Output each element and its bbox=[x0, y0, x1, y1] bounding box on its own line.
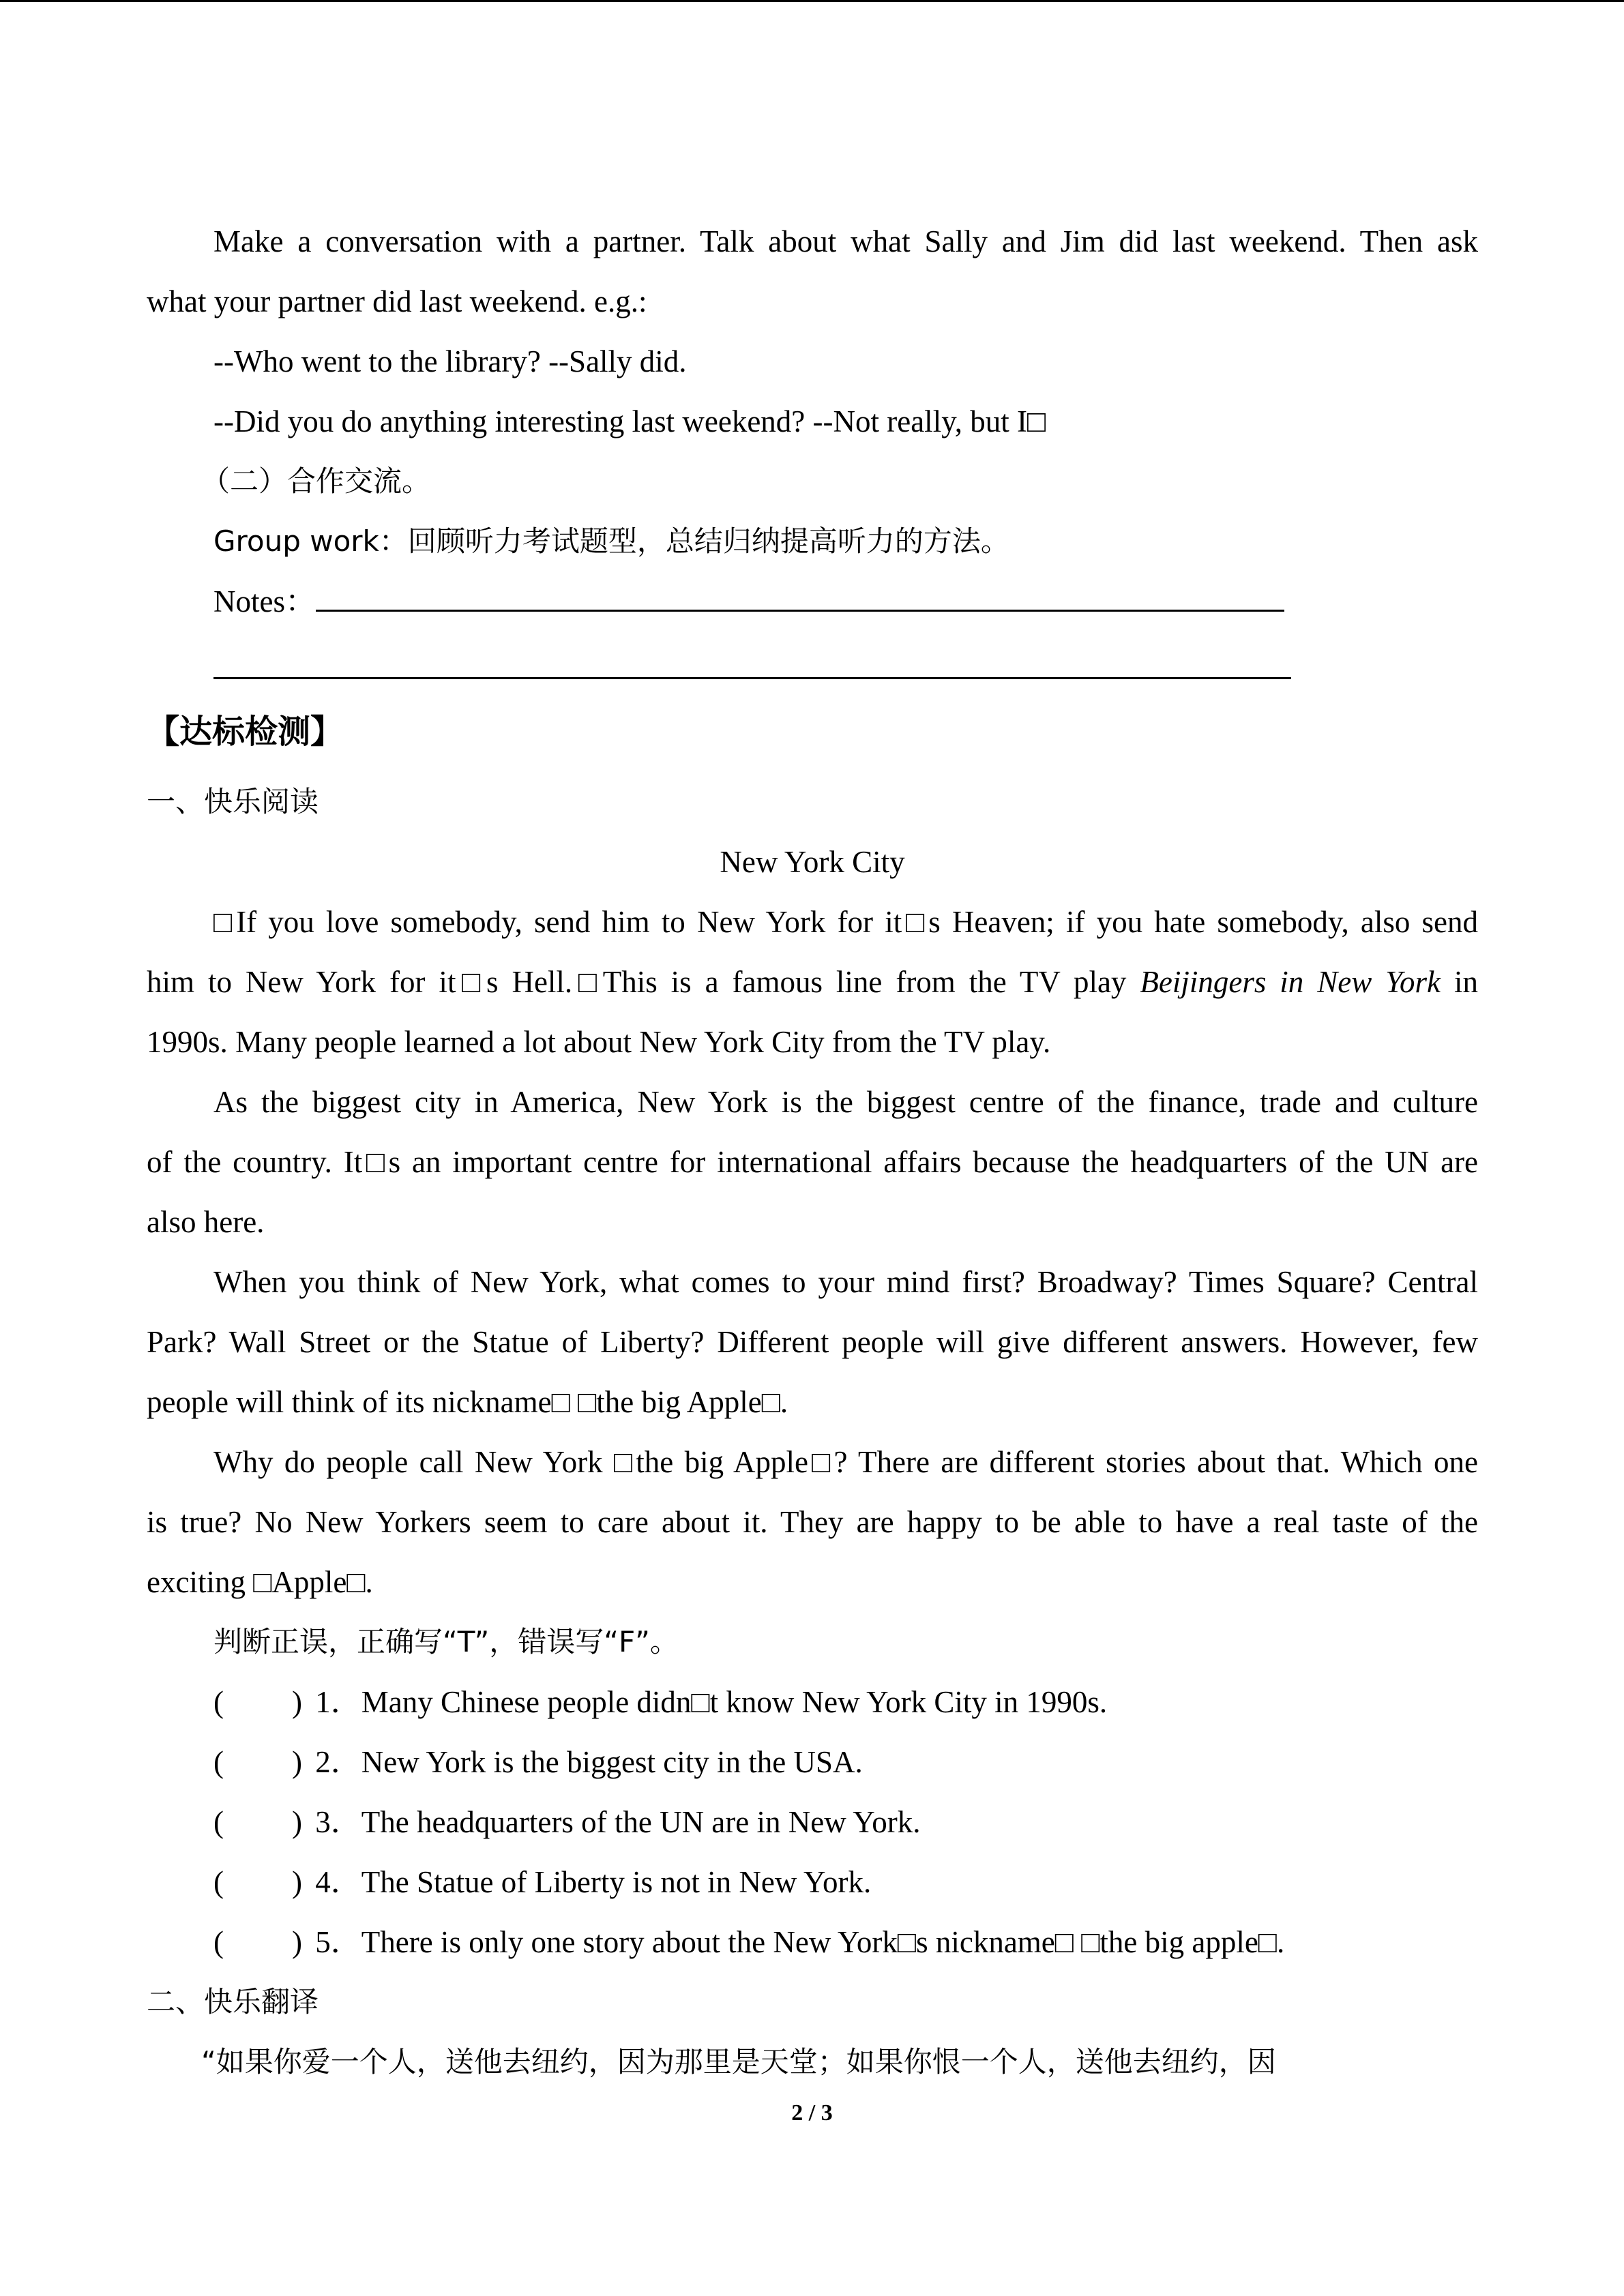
tf-item-number: 5． bbox=[315, 1925, 361, 1959]
conversation-example-2: --Did you do anything interesting last weekend? --Not really, but I□ bbox=[213, 404, 1046, 438]
document-body bbox=[147, 211, 1478, 2092]
passage-p1-line-1: □If you love somebody, send him to New York for it□s Heaven; if you hate somebody, also send bbox=[213, 905, 1478, 939]
answer-blank-close: ) bbox=[292, 1865, 302, 1899]
tf-item-4 bbox=[147, 1852, 1478, 1912]
section-title: 【达标检测】 bbox=[147, 713, 344, 751]
passage-title: New York City bbox=[720, 845, 905, 879]
answer-blank-close: ) bbox=[292, 1745, 302, 1779]
tf-item-text: The headquarters of the UN are in New York. bbox=[361, 1805, 921, 1839]
page-number: 2 / 3 bbox=[791, 2100, 833, 2126]
answer-blank-open: ( bbox=[213, 1685, 224, 1719]
cooperation-heading: （二）合作交流。 bbox=[201, 464, 431, 498]
passage-p2-line-2: of the country. It□s an important centre for international affairs because the headquarters of the UN are bbox=[147, 1145, 1478, 1179]
passage-p4-line-2: is true? No New Yorkers seem to care about it. They are happy to be able to have a real taste of the bbox=[147, 1505, 1478, 1539]
true-false-instruction: 判断正误，正确写“T”，错误写“F”。 bbox=[213, 1625, 679, 1658]
passage-p3-line-3: people will think of its nickname□ □the big Apple□. bbox=[147, 1385, 788, 1419]
tf-item-3 bbox=[147, 1792, 1478, 1852]
answer-blank-5[interactable] bbox=[213, 1912, 302, 1972]
translation-line-1: “如果你爱一个人，送他去纽约，因为那里是天堂；如果你恨一个人，送他去纽约，因 bbox=[201, 2045, 1276, 2078]
answer-blank-4[interactable] bbox=[213, 1852, 302, 1912]
answer-blank-open: ( bbox=[213, 1925, 224, 1959]
notes-answer-line-2[interactable] bbox=[213, 677, 1291, 679]
answer-blank-3[interactable] bbox=[213, 1792, 302, 1852]
tf-item-number: 3． bbox=[315, 1805, 361, 1839]
answer-blank-1[interactable] bbox=[213, 1672, 302, 1732]
group-work-text bbox=[147, 511, 1478, 571]
answer-blank-close: ) bbox=[292, 1805, 302, 1839]
notes-label: Notes： bbox=[213, 584, 316, 618]
tf-item-2 bbox=[147, 1732, 1478, 1792]
answer-blank-open: ( bbox=[213, 1865, 224, 1899]
passage-p3-line-2: Park? Wall Street or the Statue of Liberty? Different people will give different answers. However, few bbox=[147, 1325, 1478, 1359]
passage-p4-line-1: Why do people call New York □the big Apple□? There are different stories about that. Which one bbox=[213, 1445, 1478, 1479]
tv-play-title: Beijingers in New York bbox=[1140, 965, 1441, 999]
tf-item-1 bbox=[147, 1672, 1478, 1732]
answer-blank-close: ) bbox=[292, 1925, 302, 1959]
tf-item-text: New York is the biggest city in the USA. bbox=[361, 1745, 863, 1779]
answer-blank-open: ( bbox=[213, 1745, 224, 1779]
tf-item-5 bbox=[147, 1912, 1478, 1972]
answer-blank-close: ) bbox=[292, 1685, 302, 1719]
passage-p1-line-2-end: in bbox=[1441, 965, 1478, 999]
passage-p2-line-3: also here. bbox=[147, 1205, 265, 1239]
passage-p2-line-1: As the biggest city in America, New York is the biggest centre of the finance, trade and culture bbox=[213, 1085, 1478, 1119]
reading-heading: 一、快乐阅读 bbox=[147, 785, 319, 818]
notes-answer-line[interactable] bbox=[316, 571, 1284, 612]
passage-p1-line-2-text: him to New York for it□s Hell.□This is a famous line from the TV play bbox=[147, 965, 1140, 999]
passage-p1-line-2 bbox=[147, 952, 1478, 1012]
translation-heading: 二、快乐翻译 bbox=[147, 1985, 319, 2018]
notes-row bbox=[147, 571, 1478, 631]
conversation-instruction-line-1: Make a conversation with a partner. Talk about what Sally and Jim did last weekend. Then ask bbox=[213, 224, 1478, 258]
passage-p3-line-1: When you think of New York, what comes to your mind first? Broadway? Times Square? Central bbox=[213, 1265, 1478, 1299]
notes-answer-line-2-row bbox=[147, 631, 1478, 691]
page-top-border bbox=[0, 0, 1624, 2]
tf-item-number: 2． bbox=[315, 1745, 361, 1779]
tf-item-text: There is only one story about the New York□s nickname□ □the big apple□. bbox=[361, 1925, 1285, 1959]
tf-item-text: The Statue of Liberty is not in New York. bbox=[361, 1865, 872, 1899]
tf-item-text: Many Chinese people didn□t know New York City in 1990s. bbox=[361, 1685, 1108, 1719]
conversation-instruction-line-2: what your partner did last weekend. e.g.: bbox=[147, 284, 647, 318]
tf-item-number: 4． bbox=[315, 1865, 361, 1899]
answer-blank-2[interactable] bbox=[213, 1732, 302, 1792]
group-work-label: Group work：回顾听力考试题型，总结归纳提高听力的方法。 bbox=[213, 524, 1009, 558]
passage-p1-line-3: 1990s. Many people learned a lot about New York City from the TV play. bbox=[147, 1025, 1051, 1059]
passage-p4-line-3: exciting □Apple□. bbox=[147, 1565, 373, 1599]
tf-item-number: 1． bbox=[315, 1685, 361, 1719]
answer-blank-open: ( bbox=[213, 1805, 224, 1839]
conversation-example-1: --Who went to the library? --Sally did. bbox=[213, 344, 687, 378]
